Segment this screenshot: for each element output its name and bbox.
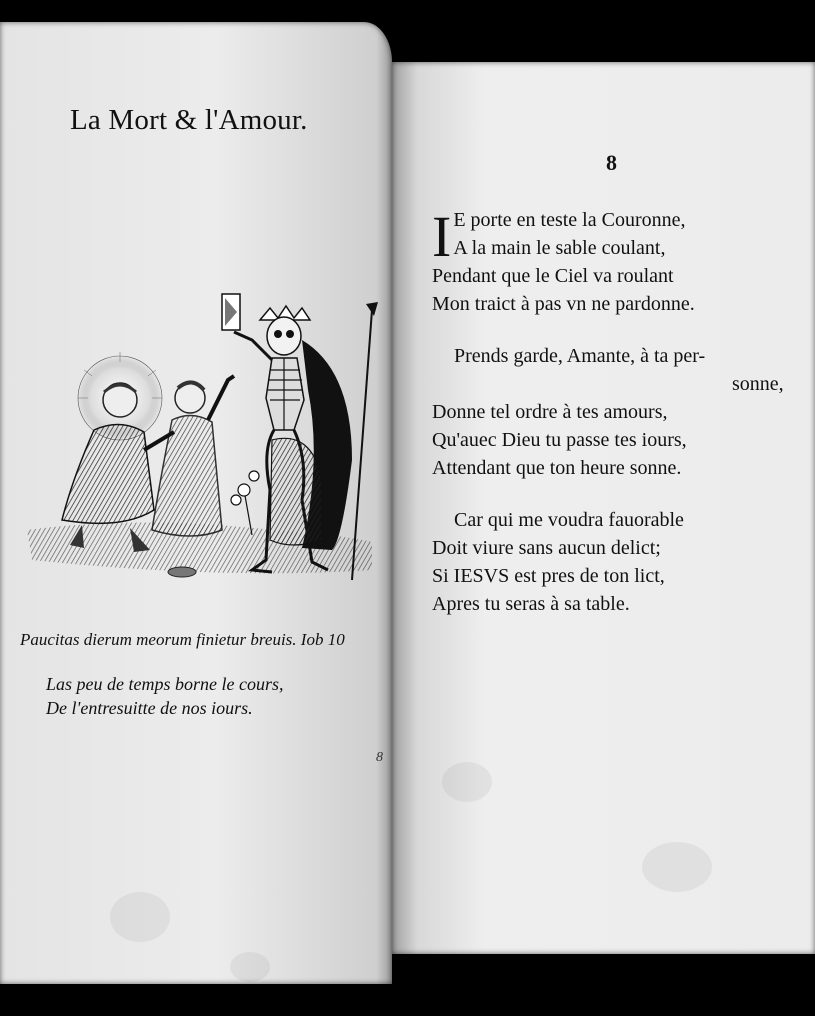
stanza-2	[432, 342, 784, 482]
stanza-3	[432, 506, 784, 618]
poem-line: Doit viure sans aucun delict;	[432, 537, 661, 559]
page-number: 8	[606, 150, 617, 175]
latin-caption: Paucitas dierum meorum finietur breuis. Iob 10	[20, 630, 345, 649]
poem-line: Prends garde, Amante, à ta per-	[454, 345, 706, 367]
poem	[432, 206, 784, 642]
poem-line: Attendant que ton heure sonne.	[432, 457, 682, 479]
page-title: La Mort & l'Amour.	[70, 104, 308, 136]
poem-line: Apres tu seras à sa table.	[432, 593, 630, 615]
poem-line: Car qui me voudra fauorable	[454, 509, 684, 531]
engraving-illustration	[22, 280, 382, 600]
paper-stain	[110, 892, 170, 942]
poem-line: Si IESVS est pres de ton lict,	[432, 565, 665, 587]
drop-cap: I	[432, 204, 452, 269]
poem-line: Donne tel ordre à tes amours,	[432, 401, 668, 423]
paper-stain	[442, 762, 492, 802]
left-folio: 8	[376, 750, 383, 765]
paper-stain	[642, 842, 712, 892]
poem-line: Qu'auec Dieu tu passe tes iours,	[432, 429, 687, 451]
poem-line: E porte en teste la Couronne,	[453, 209, 686, 231]
poem-line: Pendant que le Ciel va roulant	[432, 265, 674, 287]
stanza-1	[432, 206, 784, 318]
left-verse	[46, 672, 283, 720]
verse-line: Las peu de temps borne le cours,	[46, 674, 284, 694]
poem-line: Mon traict à pas vn ne pardonne.	[432, 293, 695, 315]
paper-stain	[230, 952, 270, 982]
verse-line: De l'entresuitte de nos iours.	[46, 698, 253, 718]
poem-line: A la main le sable coulant,	[453, 237, 666, 259]
poem-line: sonne,	[732, 373, 784, 395]
